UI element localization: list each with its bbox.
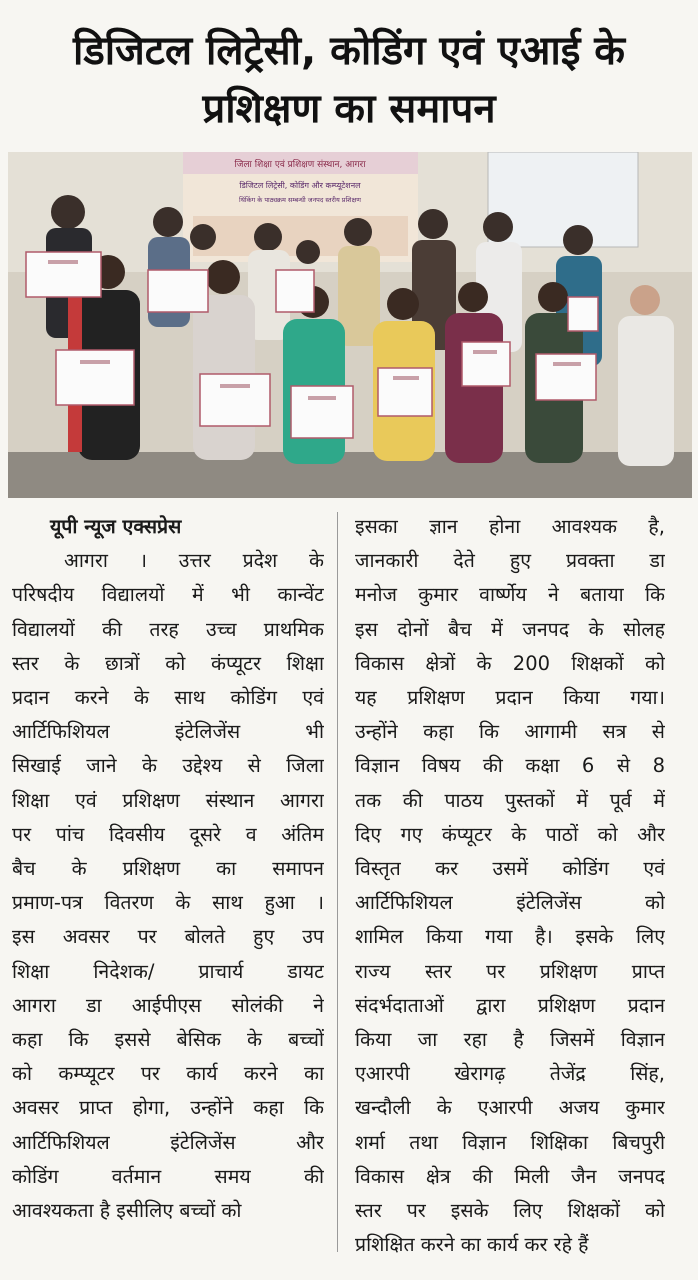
banner-text-2: डिजिटल लिट्रेसी, कोडिंग और कम्प्यूटेशनल xyxy=(239,181,361,190)
article-line: आर्टिफिशियल इंटेलिजेंस को xyxy=(355,891,665,915)
article-line: पर पांच दिवसीय दूसरे व अंतिम xyxy=(12,822,324,846)
article-line: आगरा डा आईपीएस सोलंकी ने xyxy=(12,993,324,1017)
article-line: संदर्भदाताओं द्वारा प्रशिक्षण प्रदान xyxy=(355,993,665,1017)
article-line: विद्यालयों की तरह उच्च प्राथमिक xyxy=(12,617,324,641)
banner-text-3: थिंकिंग के पाठ्यक्रम सम्बन्धी जनपद स्तरीय प्रशिक्षण xyxy=(239,196,361,204)
article-line: तक की पाठय पुस्तकों में पूर्व में xyxy=(355,788,665,812)
article-line: परिषदीय विद्यालयों में भी कान्वेंट xyxy=(12,583,324,607)
headline-line-2: प्रशिक्षण का समापन xyxy=(202,86,496,132)
article-line: इस अवसर पर बोलते हुए उप xyxy=(12,925,324,949)
article-line: जानकारी देते हुए प्रवक्ता डा xyxy=(355,549,665,573)
column-divider xyxy=(337,512,338,1252)
headline xyxy=(0,22,698,138)
article-line: आर्टिफिशियल इंटेलिजेंस भी xyxy=(12,720,324,744)
article-line: सिखाई जाने के उद्देश्य से जिला xyxy=(12,754,324,778)
article-line: विकास क्षेत्रों के 200 शिक्षकों को xyxy=(355,651,665,675)
article-line: दिए गए कंप्यूटर के पाठों को और xyxy=(355,822,665,846)
article-line: कोडिंग वर्तमान समय की xyxy=(12,1164,324,1188)
article-line: मनोज कुमार वार्ष्णेय ने बताया कि xyxy=(355,583,665,607)
article-line: किया जा रहा है जिसमें विज्ञान xyxy=(355,1028,665,1052)
headline-line-1: डिजिटल लिट्रेसी, कोडिंग एवं एआई के xyxy=(72,28,626,74)
article-line: आर्टिफिशियल इंटेलिजेंस और xyxy=(12,1130,324,1154)
article-line: इसका ज्ञान होना आवश्यक है, xyxy=(355,515,665,538)
banner-text-1: जिला शिक्षा एवं प्रशिक्षण संस्थान, आगरा xyxy=(234,160,366,170)
article-line: विज्ञान विषय की कक्षा 6 से 8 xyxy=(355,754,665,778)
article-line: इस दोनों बैच में जनपद के सोलह xyxy=(355,617,665,641)
article-line: एआरपी खेरागढ़ तेजेंद्र सिंह, xyxy=(355,1062,665,1086)
article-line: प्रमाण-पत्र वितरण के साथ हुआ । xyxy=(12,891,324,915)
article-line: खन्दौली के एआरपी अजय कुमार xyxy=(355,1096,665,1120)
article-line: यह प्रशिक्षण प्रदान किया गया। xyxy=(355,686,665,710)
article-line: शर्मा तथा विज्ञान शिक्षिका बिचपुरी xyxy=(355,1130,665,1154)
article-line: बैच के प्रशिक्षण का समापन xyxy=(12,857,324,881)
article-line: विस्तृत कर उसमें कोडिंग एवं xyxy=(355,857,665,881)
article-column-left xyxy=(12,510,324,1228)
article-line: अवसर प्राप्त होगा, उन्होंने कहा कि xyxy=(12,1096,324,1120)
article-column-right xyxy=(355,510,665,1262)
byline: यूपी न्यूज एक्सप्रेस xyxy=(50,515,182,538)
article-line: उन्होंने कहा कि आगामी सत्र से xyxy=(355,720,665,744)
article-line: स्तर पर इसके लिए शिक्षकों को xyxy=(355,1199,665,1223)
article-line: कहा कि इससे बेसिक के बच्चों xyxy=(12,1028,324,1052)
group-photo-certificates-icon xyxy=(8,152,692,498)
article-line: शिक्षा एवं प्रशिक्षण संस्थान आगरा xyxy=(12,788,324,812)
article-line: राज्य स्तर पर प्रशिक्षण प्राप्त xyxy=(355,959,665,983)
article-line: शामिल किया गया है। इसके लिए xyxy=(355,925,665,949)
article-line: प्रदान करने के साथ कोडिंग एवं xyxy=(12,686,324,710)
article-line: शिक्षा निदेशक/ प्राचार्य डायट xyxy=(12,959,324,983)
article-line: आवश्यकता है इसीलिए बच्चों को xyxy=(12,1199,242,1223)
article-line: आगरा । उत्तर प्रदेश के xyxy=(64,549,324,573)
article-line: स्तर के छात्रों को कंप्यूटर शिक्षा xyxy=(12,651,324,675)
article-line: प्रशिक्षित करने का कार्य कर रहे हैं xyxy=(355,1233,589,1257)
article-line: को कम्प्यूटर पर कार्य करने का xyxy=(12,1062,324,1086)
article-line: विकास क्षेत्र की मिली जैन जनपद xyxy=(355,1164,665,1188)
